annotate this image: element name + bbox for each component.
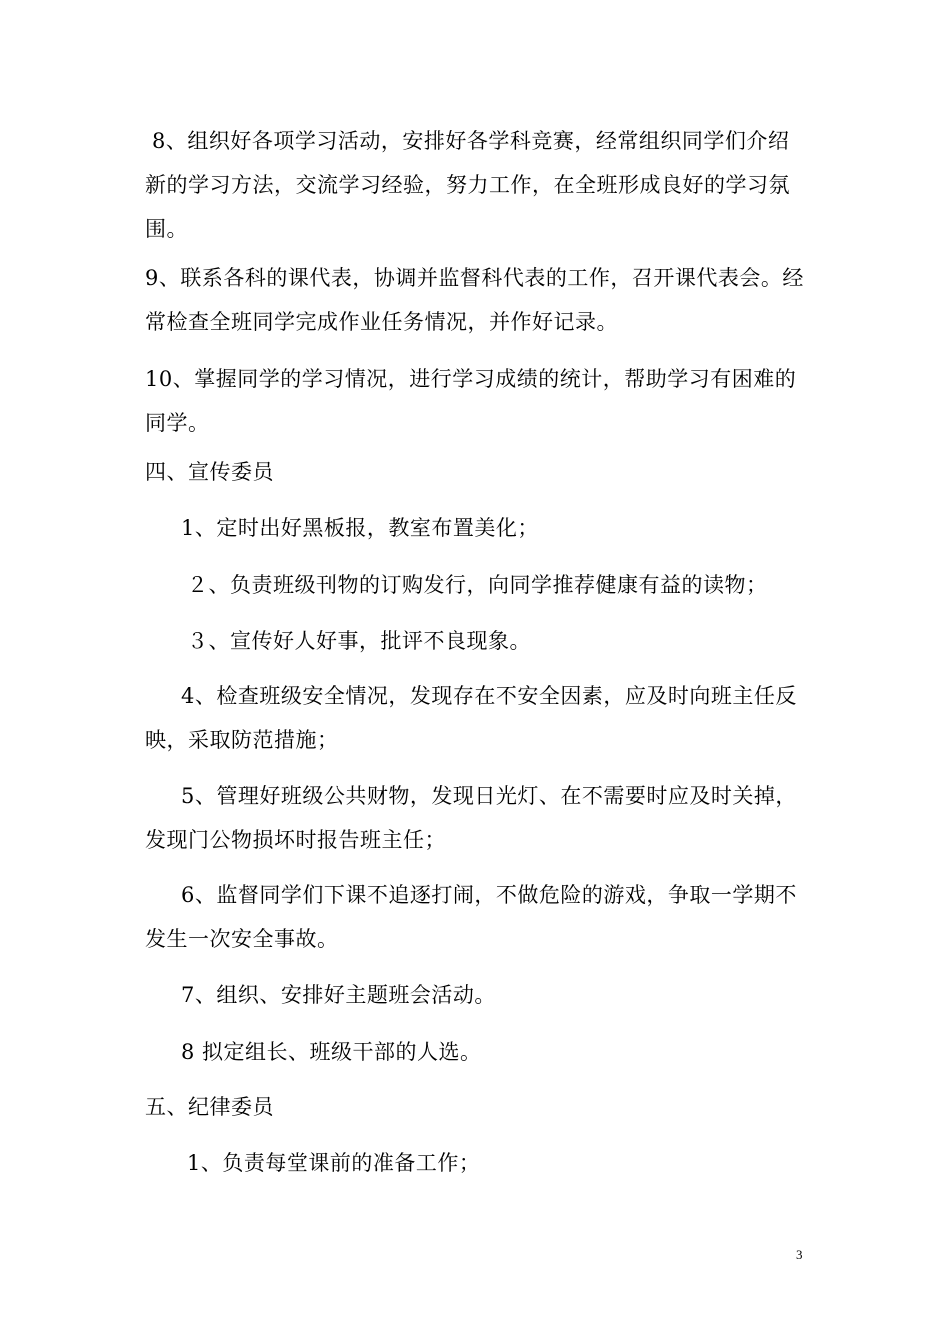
publicity-item-8: 8 拟定组长、班级干部的人选。 <box>181 1040 482 1064</box>
discipline-item-1: 1、负责每堂课前的准备工作； <box>187 1151 481 1175</box>
publicity-item-2: ２、负责班级刊物的订购发行，向同学推荐健康有益的读物； <box>187 573 768 597</box>
publicity-item-3: ３、宣传好人好事，批评不良现象。 <box>187 629 531 653</box>
paragraph-item-9: 9、联系各科的课代表，协调并监督科代表的工作，召开课代表会。经常检查全班同学完成作业任务情况，并作好记录。 <box>145 266 804 334</box>
paragraph-item-10: 10、掌握同学的学习情况，进行学习成绩的统计，帮助学习有困难的同学。 <box>145 367 797 435</box>
publicity-item-4: 4、检查班级安全情况，发现存在不安全因素，应及时向班主任反映，采取防范措施； <box>145 684 797 752</box>
page-number: 3 <box>796 1247 803 1262</box>
publicity-item-6: 6、监督同学们下课不追逐打闹，不做危险的游戏，争取一学期不发生一次安全事故。 <box>145 883 797 951</box>
section-heading-publicity: 四、宣传委员 <box>145 460 274 484</box>
publicity-item-1: 1、定时出好黑板报，教室布置美化； <box>181 516 539 540</box>
section-heading-discipline: 五、纪律委员 <box>145 1095 274 1119</box>
paragraph-item-8: 8、组织好各项学习活动，安排好各学科竞赛，经常组织同学们介绍新的学习方法，交流学习经验，努力工作，在全班形成良好的学习氛围。 <box>145 129 790 241</box>
publicity-item-5: 5、管理好班级公共财物，发现日光灯、在不需要时应及时关掉，发现门公物损坏时报告班主任； <box>145 784 797 852</box>
publicity-item-7: 7、组织、安排好主题班会活动。 <box>181 983 496 1007</box>
